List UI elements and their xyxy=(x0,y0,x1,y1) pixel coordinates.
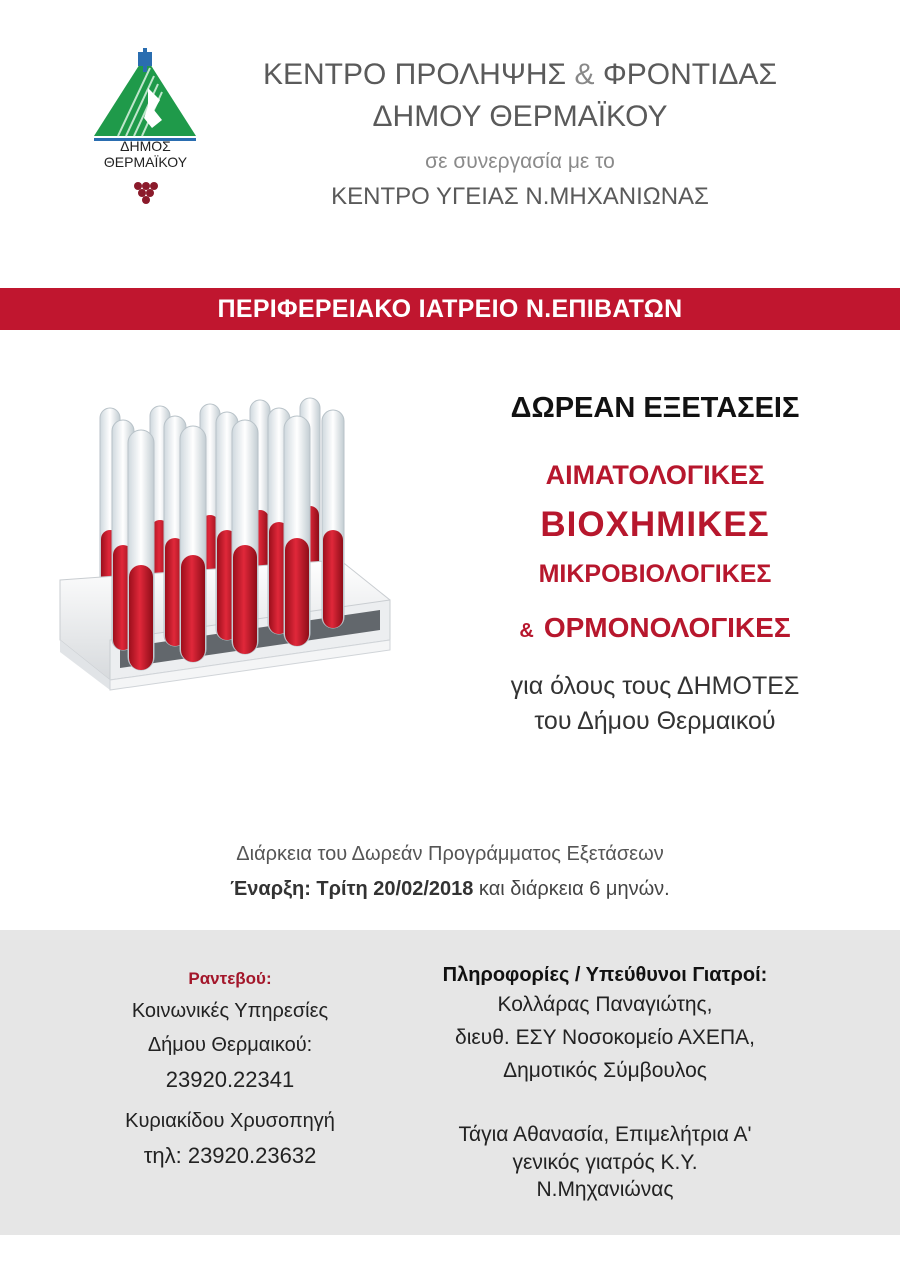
exam-hematology: ΑΙΜΑΤΟΛΟΓΙΚΕΣ xyxy=(545,460,765,490)
doctor2-position: γενικός γιατρός Κ.Υ. xyxy=(512,1151,698,1174)
test-tubes-illustration xyxy=(40,380,410,720)
appointments-line2: Δήμου Θερμαικού: xyxy=(147,1034,313,1056)
exam-microbiology: ΜΙΚΡΟΒΙΟΛΟΓΙΚΕΣ xyxy=(538,560,772,588)
appointments-line1: Κοινωνικές Υπηρεσίες xyxy=(131,1000,329,1022)
info-title: Πληροφορίες / Υπεύθυνοι Γιατροί: xyxy=(442,964,768,986)
free-exams-title: ΔΩΡΕΑΝ ΕΞΕΤΑΣΕΙΣ xyxy=(510,392,800,424)
exam-amp: & xyxy=(519,620,534,642)
exam-hormonal xyxy=(420,612,890,644)
org-title-part2: ΦΡΟΝΤΙΔΑΣ xyxy=(602,58,778,91)
duration-line2 xyxy=(0,878,900,901)
exam-hormonal-label: ΟΡΜΟΝΟΛΟΓΙΚΕΣ xyxy=(543,612,791,643)
doctor1-position: διευθ. ΕΣΥ Νοσοκομείο ΑΧΕΠΑ, xyxy=(455,1026,755,1049)
start-date: Έναρξη: Τρίτη 20/02/2018 xyxy=(230,878,474,900)
org-title-line2: ΔΗΜΟΥ ΘΕΡΜΑΪΚΟΥ xyxy=(372,100,668,133)
citizens-line2: του Δήμου Θερμαικού xyxy=(534,707,776,735)
appointments-phone1: 23920.22341 xyxy=(165,1067,295,1092)
municipality-logo xyxy=(88,48,203,208)
clinic-banner xyxy=(0,288,900,330)
doctor2-location: Ν.Μηχανιώνας xyxy=(536,1178,674,1201)
appointments-phone2: τηλ: 23920.23632 xyxy=(143,1143,317,1168)
test-tubes-icon xyxy=(40,380,410,720)
org-title-part1: ΚΕΝΤΡΟ ΠΡΟΛΗΨΗΣ xyxy=(262,58,567,91)
logo-text-line2: ΘΕΡΜΑΪΚΟΥ xyxy=(103,154,188,170)
appointments-contact-name: Κυριακίδου Χρυσοπηγή xyxy=(125,1110,335,1132)
logo-triangle-icon xyxy=(88,48,203,208)
doctor2-name: Τάγια Αθανασία, Επιμελήτρια Α' xyxy=(458,1123,752,1146)
org-title-line1 xyxy=(200,58,840,92)
citizens-line1: για όλους τους ΔΗΜΟΤΕΣ xyxy=(510,672,800,700)
doctor1-name: Κολλάρας Παναγιώτης, xyxy=(497,993,713,1016)
collaboration-text: σε συνεργασία με το xyxy=(425,150,615,173)
duration-rest: και διάρκεια 6 μηνών. xyxy=(473,878,670,900)
logo-text-line1: ΔΗΜΟΣ xyxy=(120,138,171,154)
exam-biochemistry: ΒΙΟΧΗΜΙΚΕΣ xyxy=(540,505,770,544)
duration-line1: Διάρκεια του Δωρεάν Προγράμματος Εξετάσεων xyxy=(236,843,664,865)
doctor1-role: Δημοτικός Σύμβουλος xyxy=(503,1059,707,1082)
banner-text: ΠΕΡΙΦΕΡΕΙΑΚΟ ΙΑΤΡΕΙΟ Ν.ΕΠΙΒΑΤΩΝ xyxy=(217,295,683,323)
org-title-amp: & xyxy=(574,58,595,91)
appointments-title: Ραντεβού: xyxy=(188,969,272,988)
logo-caption xyxy=(88,138,203,170)
health-center-name: ΚΕΝΤΡΟ ΥΓΕΙΑΣ Ν.ΜΗΧΑΝΙΩΝΑΣ xyxy=(331,183,709,210)
